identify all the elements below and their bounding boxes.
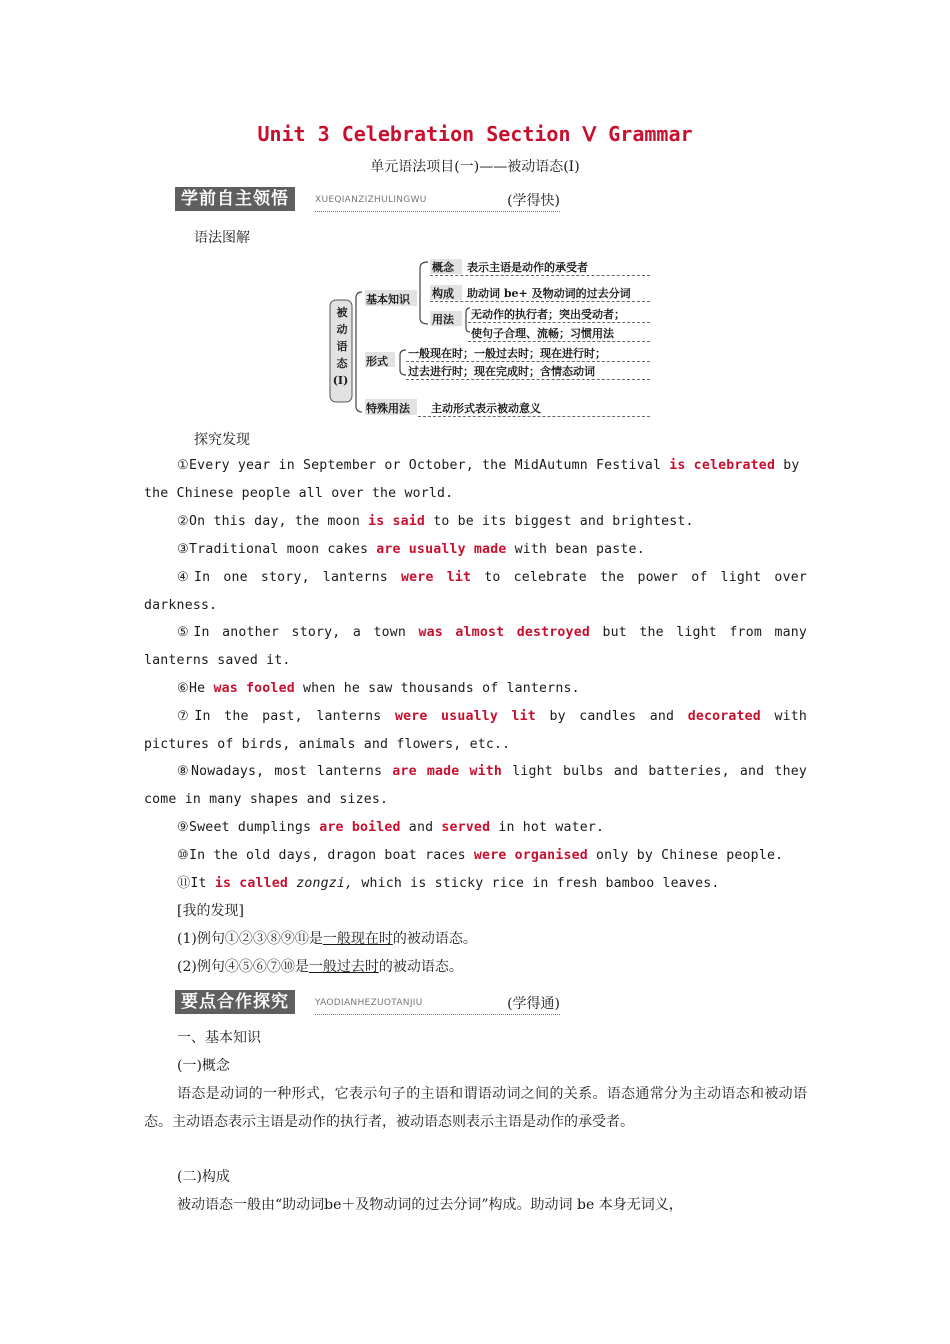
finding-1: (1)例句①②③⑧⑨⑪是一般现在时的被动语态。 [177,931,477,947]
section-heading-explore: 探究发现 [194,432,250,448]
form-text-2: 过去进行时；现在完成时；含情态动词 [408,365,595,378]
banner-note: (学得通) [507,996,560,1012]
concept-text: 表示主语是动作的承受者 [467,261,588,274]
diagram-dash [418,416,650,417]
finding-2: (2)例句④⑤⑥⑦⑩是一般过去时的被动语态。 [177,959,463,975]
example-sentence-7: ⑦In the past, lanterns were usually lit by candles and decorated with pictures of birds, animals and flowers, etc.. [144,709,808,752]
node-concept: 概念 [432,261,454,274]
paragraph-concept: 语态是动词的一种形式，它表示句子的主语和谓语动词之间的关系。语态通常分为主动语态和被动语态。主动语态表示主语是动作的执行者，被动语态则表示主语是动作的承受者。 [144,1086,807,1130]
grammar-diagram [0,0,950,430]
structure-text: 助动词 be+ 及物动词的过去分词 [467,287,631,300]
example-sentence-10: ⑩In the old days, dragon boat races were organised only by Chinese people. [177,848,784,863]
section-heading-diagram: 语法图解 [194,230,250,246]
usage-text-2: 使句子合理、流畅；习惯用法 [471,327,614,340]
example-sentence-8: ⑧Nowadays, most lanterns are made with light bulbs and batteries, and they come in many shapes and sizes. [144,764,807,807]
diagram-root: 被 动 语 态 (Ⅰ) [332,306,349,387]
diagram-dash [406,379,650,380]
node-usage: 用法 [432,313,454,326]
banner-tag: 学前自主领悟 [175,187,295,211]
diagram-dash [406,361,650,362]
example-sentence-11: ⑪It is called zongzi, which is sticky rice in fresh bamboo leaves. [177,876,720,891]
banner-note: (学得快) [507,193,560,209]
banner-tag: 要点合作探究 [175,990,295,1014]
example-sentence-3: ③Traditional moon cakes are usually made with bean paste. [177,542,645,557]
paragraph-structure: 被动语态一般由“助动词be＋及物动词的过去分词”构成。助动词 be 本身无词义， [177,1197,683,1213]
example-sentence-6: ⑥He was fooled when he saw thousands of lanterns. [177,681,580,696]
usage-text-1: 无动作的执行者；突出受动者； [471,308,625,321]
node-special-usage: 特殊用法 [366,402,410,415]
section-banner-cooperative [175,990,560,1016]
heading-basic-knowledge: 一、基本知识 [177,1030,261,1046]
diagram-dash [430,275,650,276]
example-sentence-5: ⑤In another story, a town was almost destroyed but the light from many lanterns saved it. [144,625,807,668]
special-text: 主动形式表示被动意义 [431,402,541,415]
diagram-dash [430,301,650,302]
example-sentence-4: ④In one story, lanterns were lit to celebrate the power of light over darkness. [144,570,807,613]
banner-divider [315,1014,560,1015]
heading-concept: (一)概念 [177,1058,230,1074]
diagram-dash [468,341,650,342]
node-basic-knowledge: 基本知识 [366,293,410,306]
banner-pinyin: XUEQIANZIZHULINGWU [315,195,427,205]
findings-heading: [我的发现] [177,903,244,919]
example-sentence-9: ⑨Sweet dumplings are boiled and served in hot water. [177,820,605,835]
form-text-1: 一般现在时；一般过去时；现在进行时； [408,347,606,360]
page-title: Unit 3 Celebration Section Ⅴ Grammar [257,122,693,146]
example-sentence-1: ①Every year in September or October, the MidAutumn Festival is celebrated by the Chinese people all over the world. [144,458,800,501]
node-form: 形式 [366,355,388,368]
example-sentence-2: ②On this day, the moon is said to be its biggest and brightest. [177,514,694,529]
heading-structure: (二)构成 [177,1169,230,1185]
diagram-dash [468,322,650,323]
page-subtitle: 单元语法项目(一)——被动语态(Ⅰ) [370,159,580,175]
banner-pinyin: YAODIANHEZUOTANJIU [315,998,423,1008]
node-structure: 构成 [432,287,454,300]
